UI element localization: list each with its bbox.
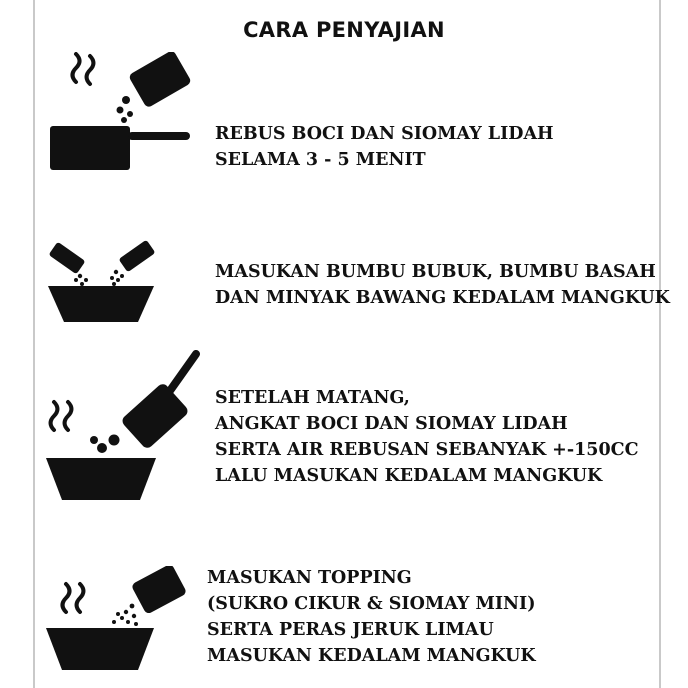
bowl-with-topping-icon — [44, 566, 194, 674]
step-3-line-4: LALU MASUKAN KEDALAM MANGKUK — [215, 466, 603, 486]
step-4-line-1: MASUKAN TOPPING — [207, 568, 412, 588]
bowl-with-seasonings-icon — [46, 240, 166, 328]
step-4-line-2: (SUKRO CIKUR & SIOMAY MINI) — [207, 594, 536, 614]
step-2-line-2: DAN MINYAK BAWANG KEDALAM MANGKUK — [215, 288, 670, 308]
page-title: CARA PENYAJIAN — [243, 18, 445, 42]
pan-with-seasoning-icon — [46, 52, 196, 174]
step-1-line-2: SELAMA 3 - 5 MENIT — [215, 150, 426, 170]
step-4-line-4: MASUKAN KEDALAM MANGKUK — [207, 646, 536, 666]
frame-border-right — [659, 0, 661, 688]
step-3-line-1: SETELAH MATANG, — [215, 388, 410, 408]
frame-border-left — [33, 0, 35, 688]
step-2-line-1: MASUKAN BUMBU BUBUK, BUMBU BASAH — [215, 262, 656, 282]
step-4-line-3: SERTA PERAS JERUK LIMAU — [207, 620, 494, 640]
step-3-line-3: SERTA AIR REBUSAN SEBANYAK +-150CC — [215, 440, 639, 460]
bowl-with-ladle-icon — [44, 344, 209, 506]
step-1-line-1: REBUS BOCI DAN SIOMAY LIDAH — [215, 124, 554, 144]
step-3-line-2: ANGKAT BOCI DAN SIOMAY LIDAH — [215, 414, 568, 434]
